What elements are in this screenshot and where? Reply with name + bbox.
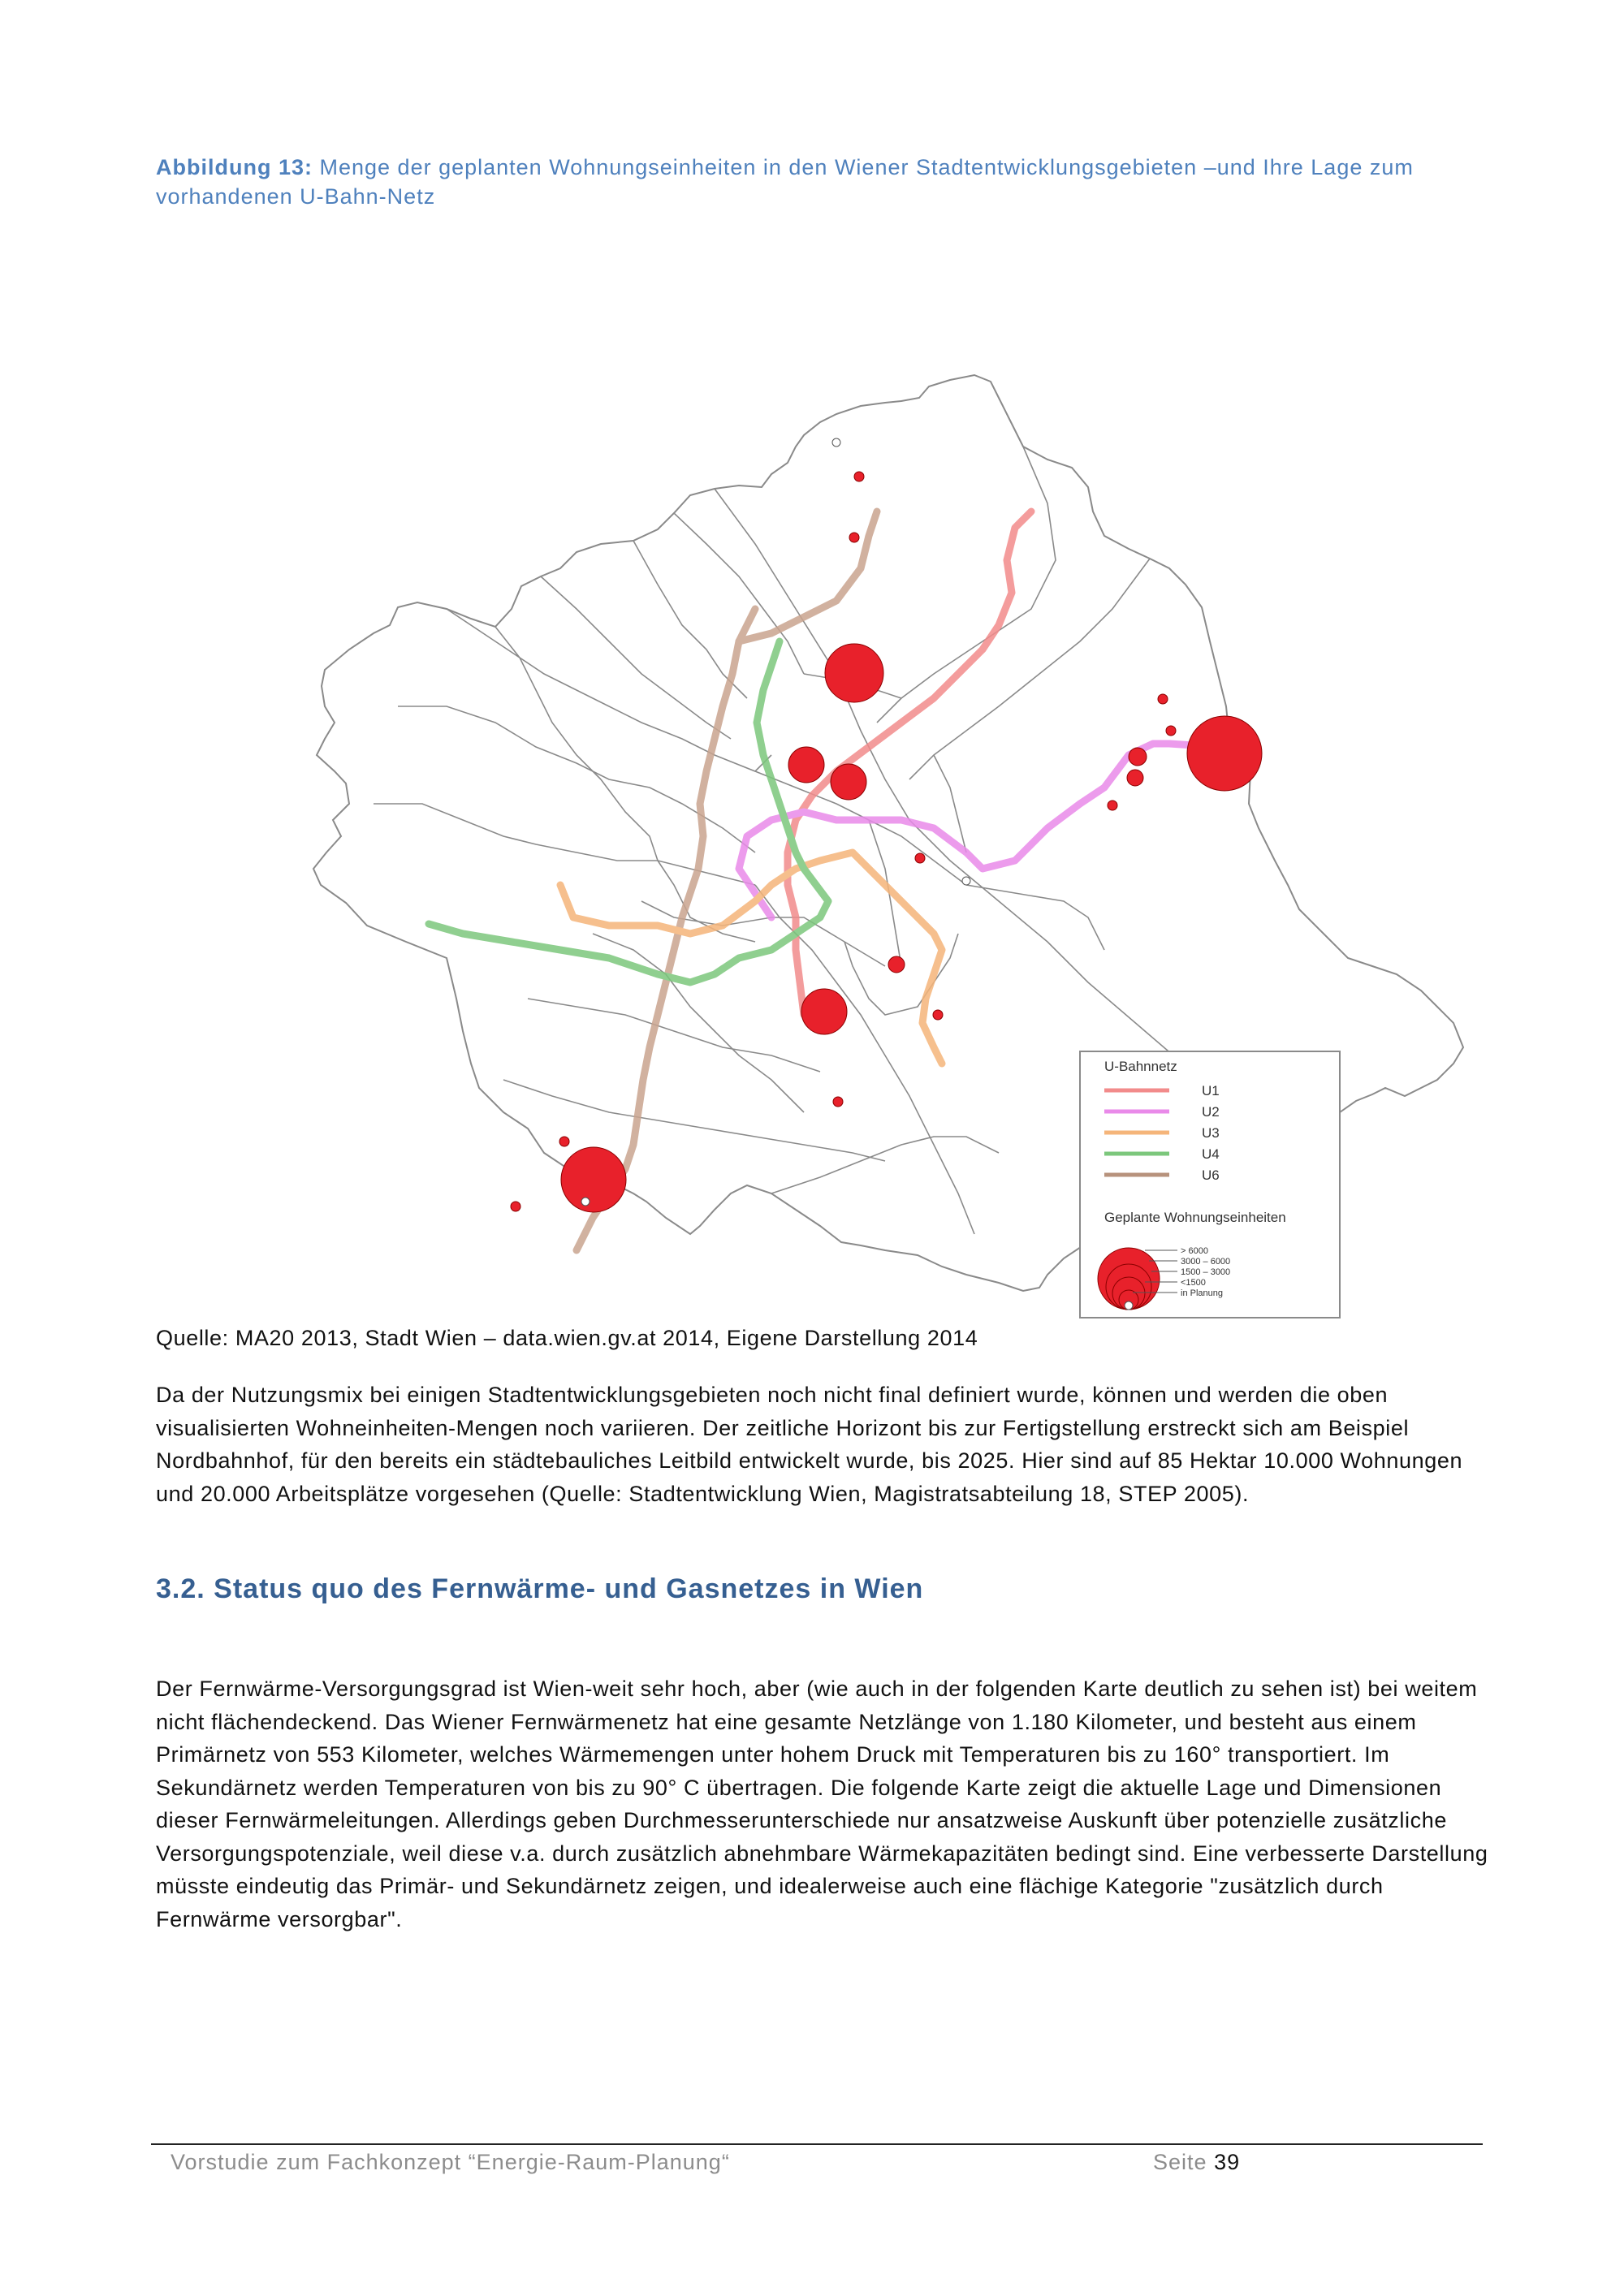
footer-rule bbox=[151, 2143, 1483, 2145]
housing-dot bbox=[1166, 726, 1176, 736]
housing-dot bbox=[1127, 770, 1143, 786]
legend-bubbles-title: Geplante Wohnungseinheiten bbox=[1104, 1210, 1286, 1225]
legend-bubble-label: 1500 – 3000 bbox=[1181, 1267, 1231, 1277]
legend bbox=[1080, 1051, 1340, 1318]
figure-caption bbox=[156, 153, 1488, 211]
housing-dot bbox=[849, 533, 859, 542]
figure-source: Quelle: MA20 2013, Stadt Wien – data.wien.gv.at 2014, Eigene Darstellung 2014 bbox=[156, 1326, 978, 1350]
legend-line-label: U6 bbox=[1202, 1167, 1220, 1183]
footer-page-number: 39 bbox=[1214, 2150, 1241, 2174]
housing-dot bbox=[915, 853, 925, 863]
housing-dot bbox=[559, 1137, 569, 1146]
housing-dot bbox=[1108, 801, 1117, 810]
housing-dot bbox=[1129, 748, 1147, 766]
housing-dot bbox=[888, 956, 905, 973]
legend-bubble-label: in Planung bbox=[1181, 1288, 1223, 1298]
housing-dot bbox=[825, 644, 883, 702]
housing-dot bbox=[801, 989, 847, 1034]
legend-line-label: U3 bbox=[1202, 1125, 1220, 1141]
vienna-map bbox=[154, 300, 1527, 1323]
legend-title: U-Bahnnetz bbox=[1104, 1059, 1177, 1074]
legend-bubble-planning bbox=[1125, 1301, 1133, 1310]
housing-dot bbox=[832, 438, 840, 447]
housing-dot bbox=[561, 1147, 626, 1212]
body-paragraph-2: Der Fernwärme-Versorgungsgrad ist Wien-weit sehr hoch, aber (wie auch in der folgenden Karte deutlich zu sehen ist) bei weitem nicht flächendeckend. Das Wiener Fernwärmenetz hat eine gesamte Netzlänge von 1.180 Kilometer, und besteht aus einem Primärnetz von 553 Kilometer, welches Wärmemengen unter hohem Druck mit Temperaturen bis zu 160° transportiert. Im Sekundärnetz werden Temperaturen von bis zu 90° C übertragen. Die folgende Karte zeigt die aktuelle Lage und Dimensionen dieser Fernwärmeleitungen. Allerdings geben Durchmesserunterschiede nur ansatzweise Auskunft über potenzielle zusätzliche Versorgungspotenziale, weil diese v.a. durch zusätzlich abnehmbare Wärmekapazitäten bedingt sind. Eine verbesserte Darstellung müsste eindeutig das Primär- und Sekundärnetz zeigen, und idealerweise auch eine flächige Kategorie "zusätzlich durch Fernwärme versorgbar". bbox=[156, 1677, 1488, 1931]
section-heading: 3.2. Status quo des Fernwärme- und Gasnetzes in Wien bbox=[156, 1573, 924, 1604]
body-paragraph-1: Da der Nutzungsmix bei einigen Stadtentwicklungsgebieten noch nicht final definiert wurde, können und werden die oben visualisierten Wohneinheiten-Mengen noch variieren. Der zeitliche Horizont bis zur Fertigstellung erstreckt sich am Beispiel Nordbahnhof, für den bereits ein städtebauliches Leitbild entwickelt wurde, bis 2025. Hier sind auf 85 Hektar 10.000 Wohnungen und 20.000 Arbeitsplätze vorgesehen (Quelle: Stadtentwicklung Wien, Magistratsabteilung 18, STEP 2005). bbox=[156, 1383, 1463, 1506]
housing-dot bbox=[933, 1010, 943, 1020]
legend-line-label: U2 bbox=[1202, 1104, 1220, 1120]
legend-bubble-label: <1500 bbox=[1181, 1278, 1206, 1288]
footer-page-label: Seite bbox=[1153, 2150, 1207, 2174]
figure-caption-text: Menge der geplanten Wohnungseinheiten in den Wiener Stadtentwicklungsgebieten –und Ihre Lage zum vorhandenen U-Bahn-Netz bbox=[156, 155, 1414, 209]
housing-dot bbox=[854, 472, 864, 481]
housing-dot bbox=[831, 764, 866, 800]
legend-bubble-label: 3000 – 6000 bbox=[1181, 1257, 1231, 1267]
legend-line-label: U4 bbox=[1202, 1146, 1220, 1162]
footer-page bbox=[1153, 2150, 1240, 2175]
housing-dot bbox=[833, 1097, 843, 1107]
housing-dot bbox=[511, 1202, 520, 1211]
legend-bubble-label: > 6000 bbox=[1181, 1246, 1208, 1256]
housing-dot bbox=[581, 1198, 590, 1206]
housing-dot bbox=[1187, 716, 1262, 791]
legend-bubbles bbox=[1098, 1248, 1160, 1310]
footer-document-title: Vorstudie zum Fachkonzept “Energie-Raum-Planung“ bbox=[171, 2150, 730, 2174]
legend-line-label: U1 bbox=[1202, 1083, 1220, 1098]
housing-dot bbox=[962, 877, 970, 885]
housing-dot bbox=[1158, 694, 1168, 704]
figure-label: Abbildung 13: bbox=[156, 155, 313, 179]
housing-dot bbox=[788, 747, 824, 783]
